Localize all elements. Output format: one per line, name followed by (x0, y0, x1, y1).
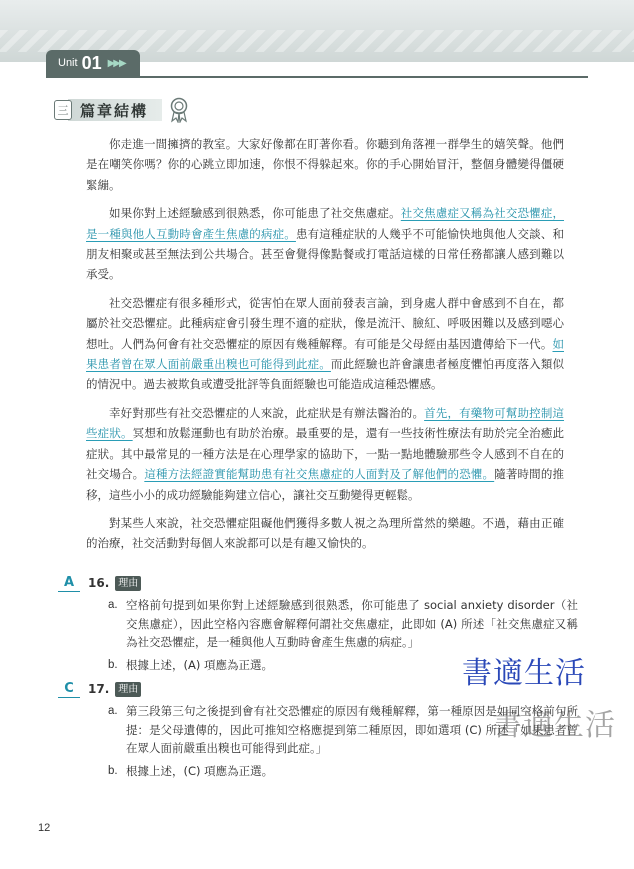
reason-tag: 理由 (115, 682, 141, 697)
answer-item (108, 596, 578, 652)
paragraph (86, 293, 564, 395)
sentence: 對某些人來說，社交恐懼症阻礙他們獲得多數人視之為理所當然的樂趣。不過，藉由正確的治療，社交活動對每個人來說都可以是有趣又愉快的。 (86, 515, 564, 551)
header-rule (46, 76, 588, 78)
sentence: 你走進一間擁擠的教室。大家好像都在盯著你看。你聽到角落裡一群學生的嬉笑聲。他們是在嘲笑你嗎？你的心跳立即加速，你恨不得躲起來。你的手心開始冒汗，整個身體變得僵硬緊繃。 (86, 137, 564, 192)
sentence: 而此經驗也許會讓患者極度懼怕再度落入類似的情況中。過去被欺負或遭受批評等負面經驗也可能造成這種恐懼感。 (86, 357, 565, 392)
item-label: b. (108, 658, 118, 671)
watermark: 書適生活 (462, 656, 586, 691)
question-number: 17. (88, 682, 110, 696)
unit-label: Unit (58, 57, 78, 69)
sentence: 社交恐懼症有很多種形式，從害怕在眾人面前發表言論，到身處人群中會感到不自在，都屬於社交恐懼症。此種病症會引發生理不適的症狀，像是流汗、臉紅、呼吸困難以及感到噁心想吐。人們為何會有社交恐懼症的原因有幾種解釋。有可能是父母經由基因遺傳給下一代。 (86, 295, 564, 351)
section-title: 篇章結構 (80, 101, 149, 120)
highlighted-sentence: 首先，有藥物可幫助控制這些症狀。 (86, 405, 565, 441)
paragraph (86, 134, 564, 195)
sentence: 隨著時間的推移，這些小小的成功經驗能夠建立信心，讓社交互動變得更輕鬆。 (86, 467, 564, 502)
section-title-bar (68, 99, 162, 121)
question-number: 16. (88, 576, 110, 590)
highlighted-sentence: 這種方法經證實能幫助患有社交焦慮症的人面對及了解他們的恐懼。 (144, 467, 495, 482)
item-text: 空格前句提到如果你對上述經驗感到很熟悉，你可能患了 social anxiety disorder（社交焦慮症），因此空格內容應會解釋何謂社交焦慮症，此即如 (A) 所述「社交焦慮症又稱為社交恐懼症，是一種與他人互動時會產生焦慮的病症。」 (126, 598, 578, 649)
item-label: b. (108, 764, 118, 777)
sentence: 患有這種症狀的人幾乎不可能愉快地與他人交談、和朋友相聚或甚至無法到公共場合。甚至會覺得像點餐或打電話這樣的日常任務都讓人感到難以承受。 (86, 226, 565, 282)
article-body (86, 134, 564, 562)
watermark-shadow: 書適生活 (492, 708, 616, 743)
unit-tab (46, 50, 140, 76)
highlighted-sentence: 如果患者曾在眾人面前嚴重出糗也可能得到此症。 (86, 336, 564, 372)
highlighted-sentence: 社交焦慮症又稱為社交恐懼症，是一種與他人互動時會產生焦慮的病症。 (86, 206, 565, 241)
section-heading (54, 96, 190, 124)
item-label: a. (108, 705, 118, 717)
paragraph (86, 203, 564, 285)
item-text: 根據上述，(A) 項應為正選。 (126, 657, 273, 672)
ribbon-badge-icon (168, 97, 190, 123)
answer-item (108, 762, 578, 781)
paragraph (86, 403, 564, 505)
item-text: 根據上述，(C) 項應為正選。 (126, 763, 274, 778)
answer-letter: A (58, 575, 80, 592)
answer-letter: C (58, 681, 80, 698)
sentence: 冥想和放鬆運動也有助於治療。最重要的是，還有一些技術性療法有助於完全治癒此症狀。其中最常見的一種方法是在心理學家的協助下，一點一點地體驗那些令人感到不自在的社交場合。 (86, 426, 565, 482)
reason-tag: 理由 (115, 576, 141, 591)
page-number: 12 (38, 822, 51, 834)
sentence: 幸好對那些有社交恐懼症的人來說，此症狀是有辦法醫治的。 (109, 405, 425, 420)
item-label: a. (108, 599, 118, 611)
section-number: 三 (54, 100, 72, 120)
unit-number: 01 (81, 52, 102, 73)
item-text: 第三段第三句之後提到會有社交恐懼症的原因有幾種解釋，第一種原因是如同空格前句所提：是父母遺傳的，因此可推知空格應提到第二種原因，即如選項 (C) 所述「如果患者曾在眾人面前嚴重出糗也可能得到此症。」 (126, 704, 578, 755)
sentence: 如果你對上述經驗感到很熟悉，你可能患了社交焦慮症。 (109, 206, 401, 221)
unit-arrows-icon: ▶▶▶ (107, 57, 125, 69)
answer-header (58, 574, 578, 592)
paragraph (86, 513, 564, 554)
